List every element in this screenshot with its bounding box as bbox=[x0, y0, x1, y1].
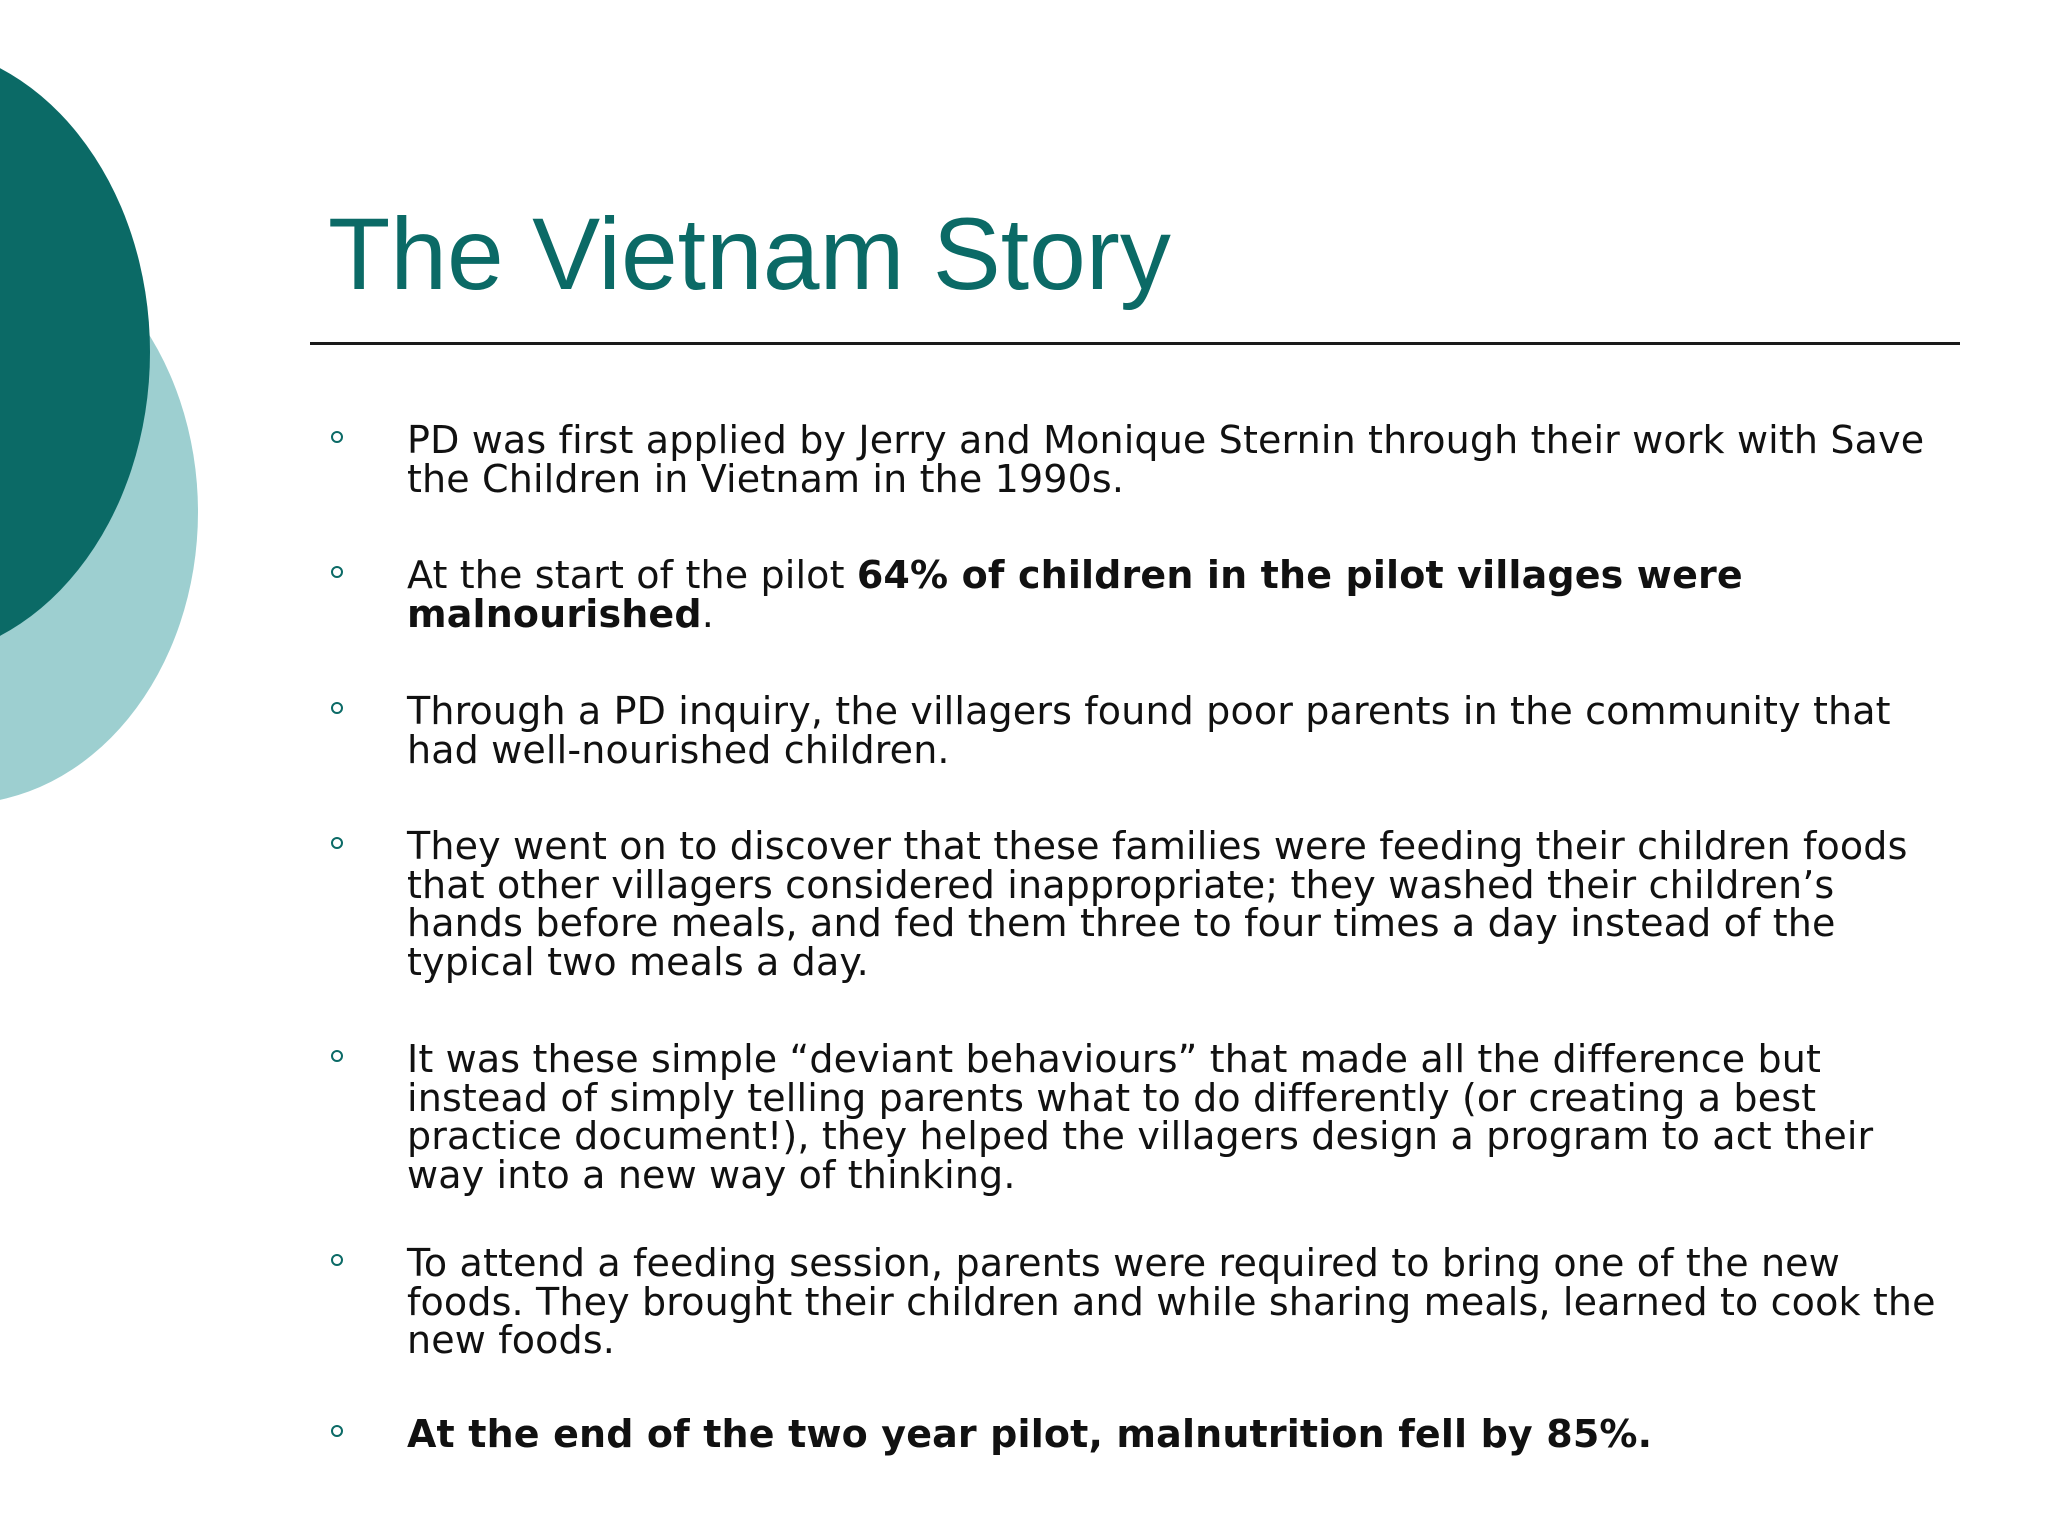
circle-bullet-icon bbox=[331, 431, 343, 443]
bullet-text-regular: At the start of the pilot bbox=[407, 553, 857, 597]
bullet-text bbox=[407, 1241, 1947, 1362]
circle-bullet-icon bbox=[331, 702, 343, 714]
bullet-text bbox=[407, 1037, 1947, 1197]
bullet-text bbox=[407, 824, 1947, 984]
bullet-text bbox=[407, 418, 1947, 501]
bullet-text-regular: PD was first applied by Jerry and Monique Sternin through their work with Save the Children in Vietnam in the 1990s. bbox=[407, 418, 1925, 501]
bullet-text-regular: . bbox=[701, 591, 714, 636]
bullet-text bbox=[407, 553, 1947, 636]
bullet-text-regular: They went on to discover that these families were feeding their children foods that other villagers considered inappropriate; they washed their children’s hands before meals, and fed them three to four times a day instead of the typical two meals a day. bbox=[407, 824, 1908, 984]
bullet-text-bold: At the end of the two year pilot, malnutrition fell by 85%. bbox=[407, 1412, 1653, 1456]
bullet-text bbox=[407, 689, 1947, 772]
bullet-text-regular: To attend a feeding session, parents were required to bring one of the new foods. They brought their children and while sharing meals, learned to cook the new foods. bbox=[407, 1241, 1936, 1362]
slide-title: The Vietnam Story bbox=[328, 197, 1171, 311]
bullet-text-regular: It was these simple “deviant behaviours” that made all the difference but instead of simply telling parents what to do differently (or creating a best practice document!), they helped the villagers design a program to act their way into a new way of thinking. bbox=[407, 1037, 1874, 1197]
bullet-text bbox=[407, 1412, 1947, 1456]
circle-bullet-icon bbox=[331, 1050, 343, 1062]
bullet-text-bold: 64% of children in the pilot villages were malnourished bbox=[407, 553, 1743, 636]
circle-bullet-icon bbox=[331, 1254, 343, 1266]
circle-bullet-icon bbox=[331, 1425, 343, 1437]
decorative-circles bbox=[0, 0, 260, 820]
circle-bullet-icon bbox=[331, 566, 343, 578]
circle-bullet-icon bbox=[331, 837, 343, 849]
title-underline bbox=[310, 342, 1960, 345]
bullet-text-regular: Through a PD inquiry, the villagers found poor parents in the community that had well-nourished children. bbox=[407, 689, 1891, 772]
